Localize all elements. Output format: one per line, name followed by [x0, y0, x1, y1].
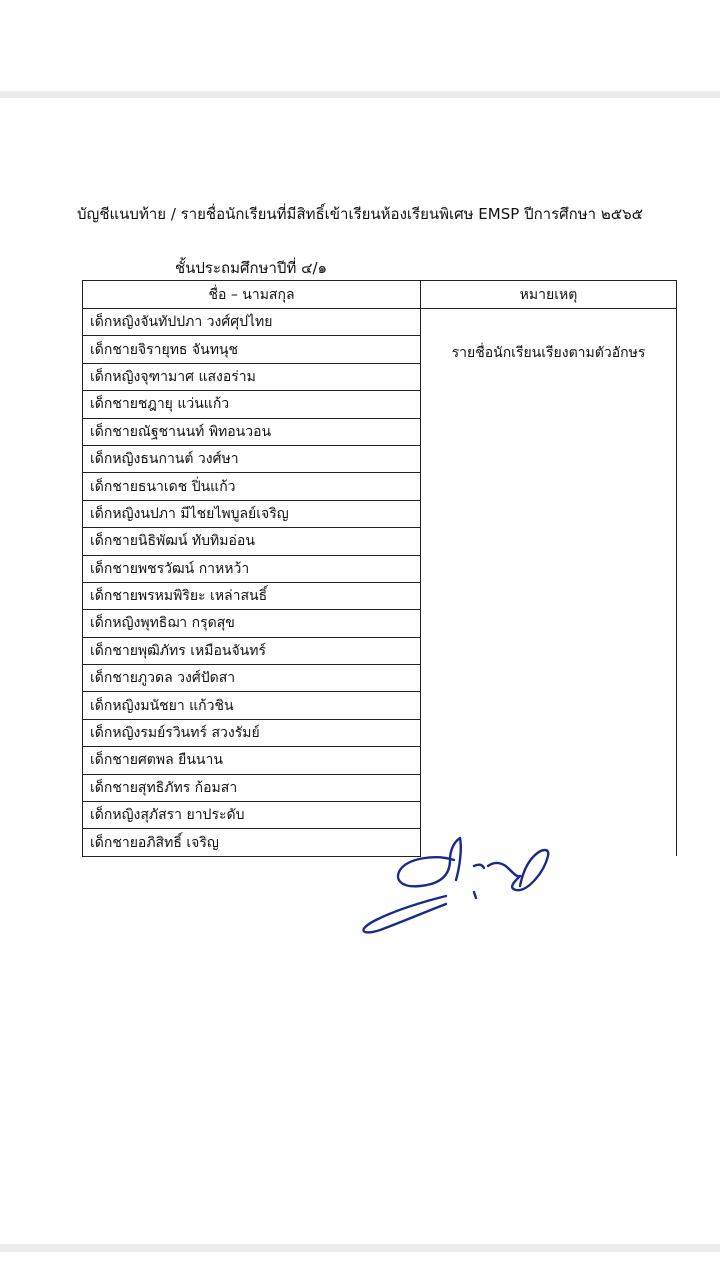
signature-image — [350, 826, 560, 944]
student-name: เด็กชายศตพล ยืนนาน — [83, 747, 421, 774]
student-name: เด็กหญิงมนัชยา แก้วชิน — [83, 692, 421, 719]
student-name: เด็กชายณัฐชานนท์ พิทอนวอน — [83, 418, 421, 445]
remark-column-header: หมายเหตุ — [421, 281, 677, 309]
signature-stroke — [474, 892, 476, 898]
student-name: เด็กชายพุฒิภัทร เหมือนจันทร์ — [83, 637, 421, 664]
signature-stroke — [512, 850, 548, 890]
student-name: เด็กหญิงจันทัปปภา วงศ์ศุปไทย — [83, 309, 421, 336]
table-row — [83, 309, 677, 336]
student-name: เด็กหญิงนปภา มีไชยไพบูลย์เจริญ — [83, 500, 421, 527]
bottom-divider-band — [0, 1244, 720, 1252]
remark-cell: รายชื่อนักเรียนเรียงตามตัวอักษร — [421, 309, 677, 857]
signature-stroke — [456, 838, 461, 880]
student-name: เด็กหญิงจุฑามาศ แสงอร่าม — [83, 363, 421, 390]
name-column-header: ชื่อ – นามสกุล — [83, 281, 421, 309]
student-name: เด็กชายนิธิพัฒน์ ทับทิมอ่อน — [83, 528, 421, 555]
student-name: เด็กหญิงสุภัสรา ยาประดับ — [83, 802, 421, 829]
student-name: เด็กชายชฎายุ แว่นแก้ว — [83, 391, 421, 418]
table-header-row — [83, 281, 677, 309]
top-divider-band — [0, 91, 720, 98]
student-roster-table — [82, 280, 677, 857]
student-name: เด็กชายอภิสิทธิ์ เจริญ — [83, 829, 421, 856]
student-name: เด็กชายสุทธิภัทร ก้อมสา — [83, 774, 421, 801]
student-name: เด็กหญิงรมย์รวินทร์ สวงรัมย์ — [83, 719, 421, 746]
signature-stroke — [474, 865, 484, 868]
signature-stroke — [364, 896, 446, 932]
student-name: เด็กชายภูวดล วงศ์ปัดสา — [83, 665, 421, 692]
student-name: เด็กหญิงธนกานต์ วงศ์ษา — [83, 445, 421, 472]
class-level-title: ชั้นประถมศึกษาปีที่ ๔/๑ — [174, 259, 328, 277]
student-name: เด็กชายพรหมพิริยะ เหล่าสนธิ์ — [83, 582, 421, 609]
student-name: เด็กชายธนาเดช ปิ่นแก้ว — [83, 473, 421, 500]
student-name: เด็กหญิงพุทธิฌา กรุดสุข — [83, 610, 421, 637]
document-title: บัญชีแนบท้าย / รายชื่อนักเรียนที่มีสิทธิ์เข้าเรียนห้องเรียนพิเศษ EMSP ปีการศึกษา ๒๕๖๕ — [77, 205, 643, 223]
student-name: เด็กชายจิรายุทธ จันทนุช — [83, 336, 421, 363]
signature-stroke — [488, 863, 520, 877]
student-name: เด็กชายพชรวัฒน์ กาหหว้า — [83, 555, 421, 582]
signature-stroke — [398, 838, 460, 886]
